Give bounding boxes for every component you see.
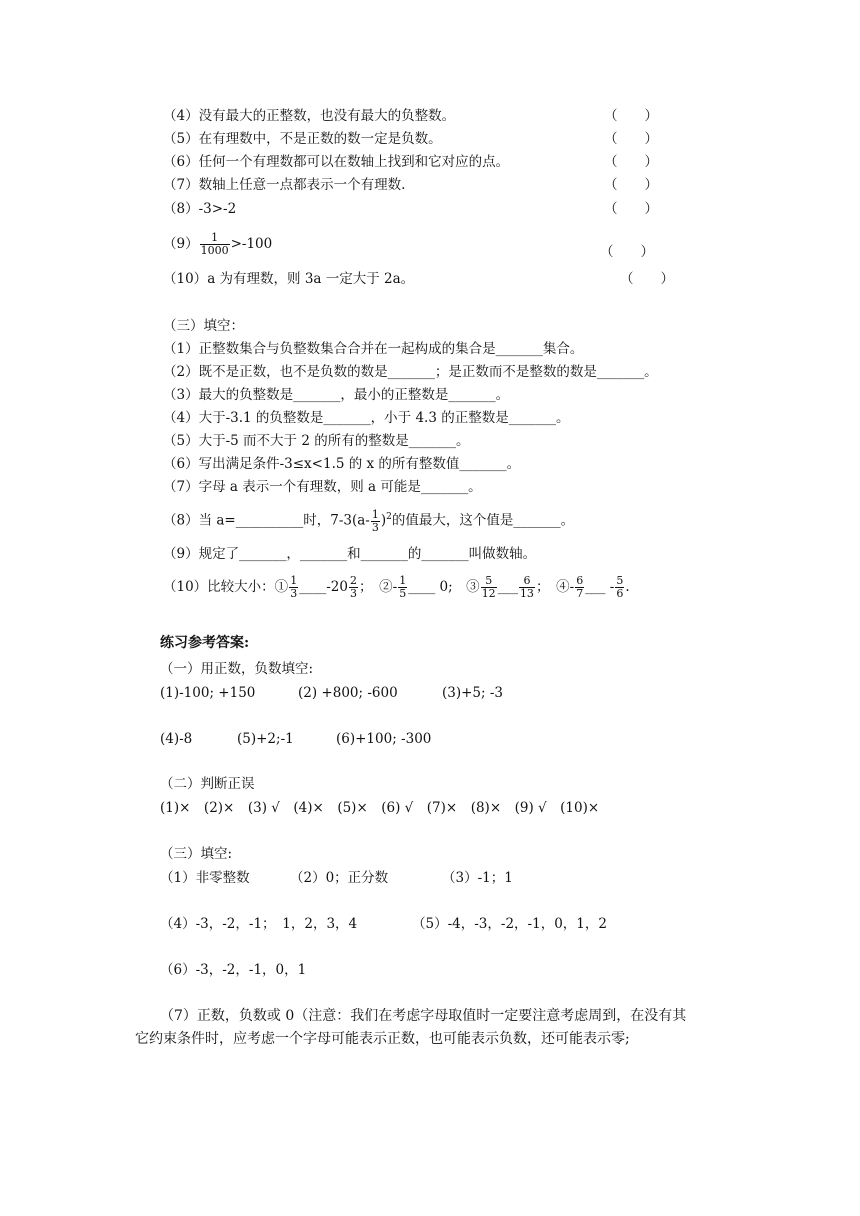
- judge-item-4: （4）没有最大的正整数，也没有最大的负整数。: [163, 108, 456, 124]
- fill-item-9: （9）规定了_______，_______和_______的_______叫做数轴。: [163, 546, 537, 562]
- answers-s2-line: (1)× (2)× (3) √ (4)× (5)× (6) √ (7)× (8)× (9) √ (10)×: [160, 800, 600, 816]
- answers-s3-line2-a: （4）-3，-2，-1； 1，2，3，4: [160, 916, 358, 932]
- fraction: $\frac{2}{3}$: [349, 574, 357, 600]
- fill-item-4: （4）大于-3.1 的负整数是_______，小于 4.3 的正整数是_______。: [163, 410, 570, 426]
- fraction: $\frac{5}{6}$: [616, 574, 624, 600]
- judge-item-7: （7）数轴上任意一点都表示一个有理数.: [163, 177, 406, 193]
- answers-s3-line1-b: （2）0；正分数: [290, 870, 389, 886]
- answer-paren: （ ）: [604, 131, 658, 147]
- fill-item-1: （1）正整数集合与负整数集合合并在一起构成的集合是_______集合。: [163, 341, 584, 357]
- fill-title: （三）填空：: [163, 318, 244, 334]
- fill-item-2: （2）既不是正数，也不是负数的数是_______；是正数而不是整数的数是_______。: [163, 364, 658, 380]
- answers-section-3-title: （三）填空:: [160, 846, 233, 862]
- answer-paren: （ ）: [604, 108, 658, 124]
- answers-section-1-title: （一）用正数，负数填空:: [160, 661, 314, 677]
- answers-s3-line2-b: （5）-4，-3，-2，-1，0，1，2: [412, 916, 607, 932]
- fraction: $\frac{1}{3}$: [371, 507, 379, 534]
- answers-s3-line4: （7）正数，负数或 0（注意：我们在考虑字母取值时一定要注意考虑周到，在没有其: [160, 1008, 687, 1024]
- answer-paren: （ ）: [604, 177, 658, 193]
- answer-paren: （ ）: [604, 154, 658, 170]
- fraction: $\frac{5}{12}$: [481, 574, 496, 600]
- answers-s3-line5: 它约束条件时，应考虑一个字母可能表示正数，也可能表示负数，还可能表示零;: [135, 1031, 630, 1047]
- judge-item-9: （9） $\frac{1}{1000}$ >-100: [163, 231, 273, 257]
- answers-s1-line2-c: (6)+100; -300: [336, 731, 432, 747]
- fraction: $\frac{6}{13}$: [519, 574, 534, 600]
- answers-s3-line1-a: （1）非零整数: [160, 870, 250, 886]
- fill-item-3: （3）最大的负整数是_______，最小的正整数是_______。: [163, 387, 510, 403]
- answer-paren: （ ）: [604, 201, 658, 217]
- fill-item-5: （5）大于-5 而不大于 2 的所有的整数是_______。: [163, 433, 470, 449]
- fraction: $\frac{6}{7}$: [576, 574, 584, 600]
- judge-item-6: （6）任何一个有理数都可以在数轴上找到和它对应的点。: [163, 154, 510, 170]
- fraction: $\frac{1}{3}$: [290, 574, 298, 600]
- fraction: $\frac{1}{1000}$: [200, 231, 229, 257]
- answers-title: 练习参考答案:: [160, 635, 250, 651]
- judge-item-8: （8）-3>-2: [163, 201, 237, 217]
- answers-s1-line1-c: (3)+5; -3: [442, 685, 504, 701]
- answers-s3-line1-c: （3）-1；1: [442, 870, 513, 886]
- fill-item-7: （7）字母 a 表示一个有理数，则 a 可能是_______。: [163, 479, 482, 495]
- answers-s1-line2-a: (4)-8: [160, 731, 193, 747]
- fill-item-6: （6）写出满足条件-3≤x<1.5 的 x 的所有整数值_______。: [163, 456, 521, 472]
- judge-item-10: （10）a 为有理数，则 3a 一定大于 2a。: [163, 271, 415, 287]
- fraction: $\frac{1}{5}$: [399, 574, 407, 600]
- fill-item-8: （8）当 a=__________时，7-3(a- $\frac{1}{3}$ )$^2$的值最大，这个值是_______。: [163, 507, 575, 534]
- fill-item-10: （10）比较大小：① $\frac{1}{3}$ ____-20 $\frac{2}{3}$ ； ②- $\frac{1}{5}$ ____ 0; ③ $\frac{5}{12}$ ___ $\frac{6}{13}$ ； ④- $\frac{6}{7}$ ___ - $\frac{5}{6}$ .: [163, 574, 630, 600]
- answers-s1-line1-a: (1)-100; +150: [160, 685, 256, 701]
- judge-item-5: （5）在有理数中，不是正数的数一定是负数。: [163, 131, 442, 147]
- answers-s1-line1-b: (2) +800; -600: [298, 685, 398, 701]
- answer-paren: （ ）: [600, 244, 654, 260]
- answers-section-2-title: （二）判断正误: [160, 776, 255, 792]
- answers-s3-line3: （6）-3，-2，-1，0，1: [160, 962, 307, 978]
- answer-paren: （ ）: [620, 271, 674, 287]
- answers-s1-line2-b: (5)+2;-1: [237, 731, 294, 747]
